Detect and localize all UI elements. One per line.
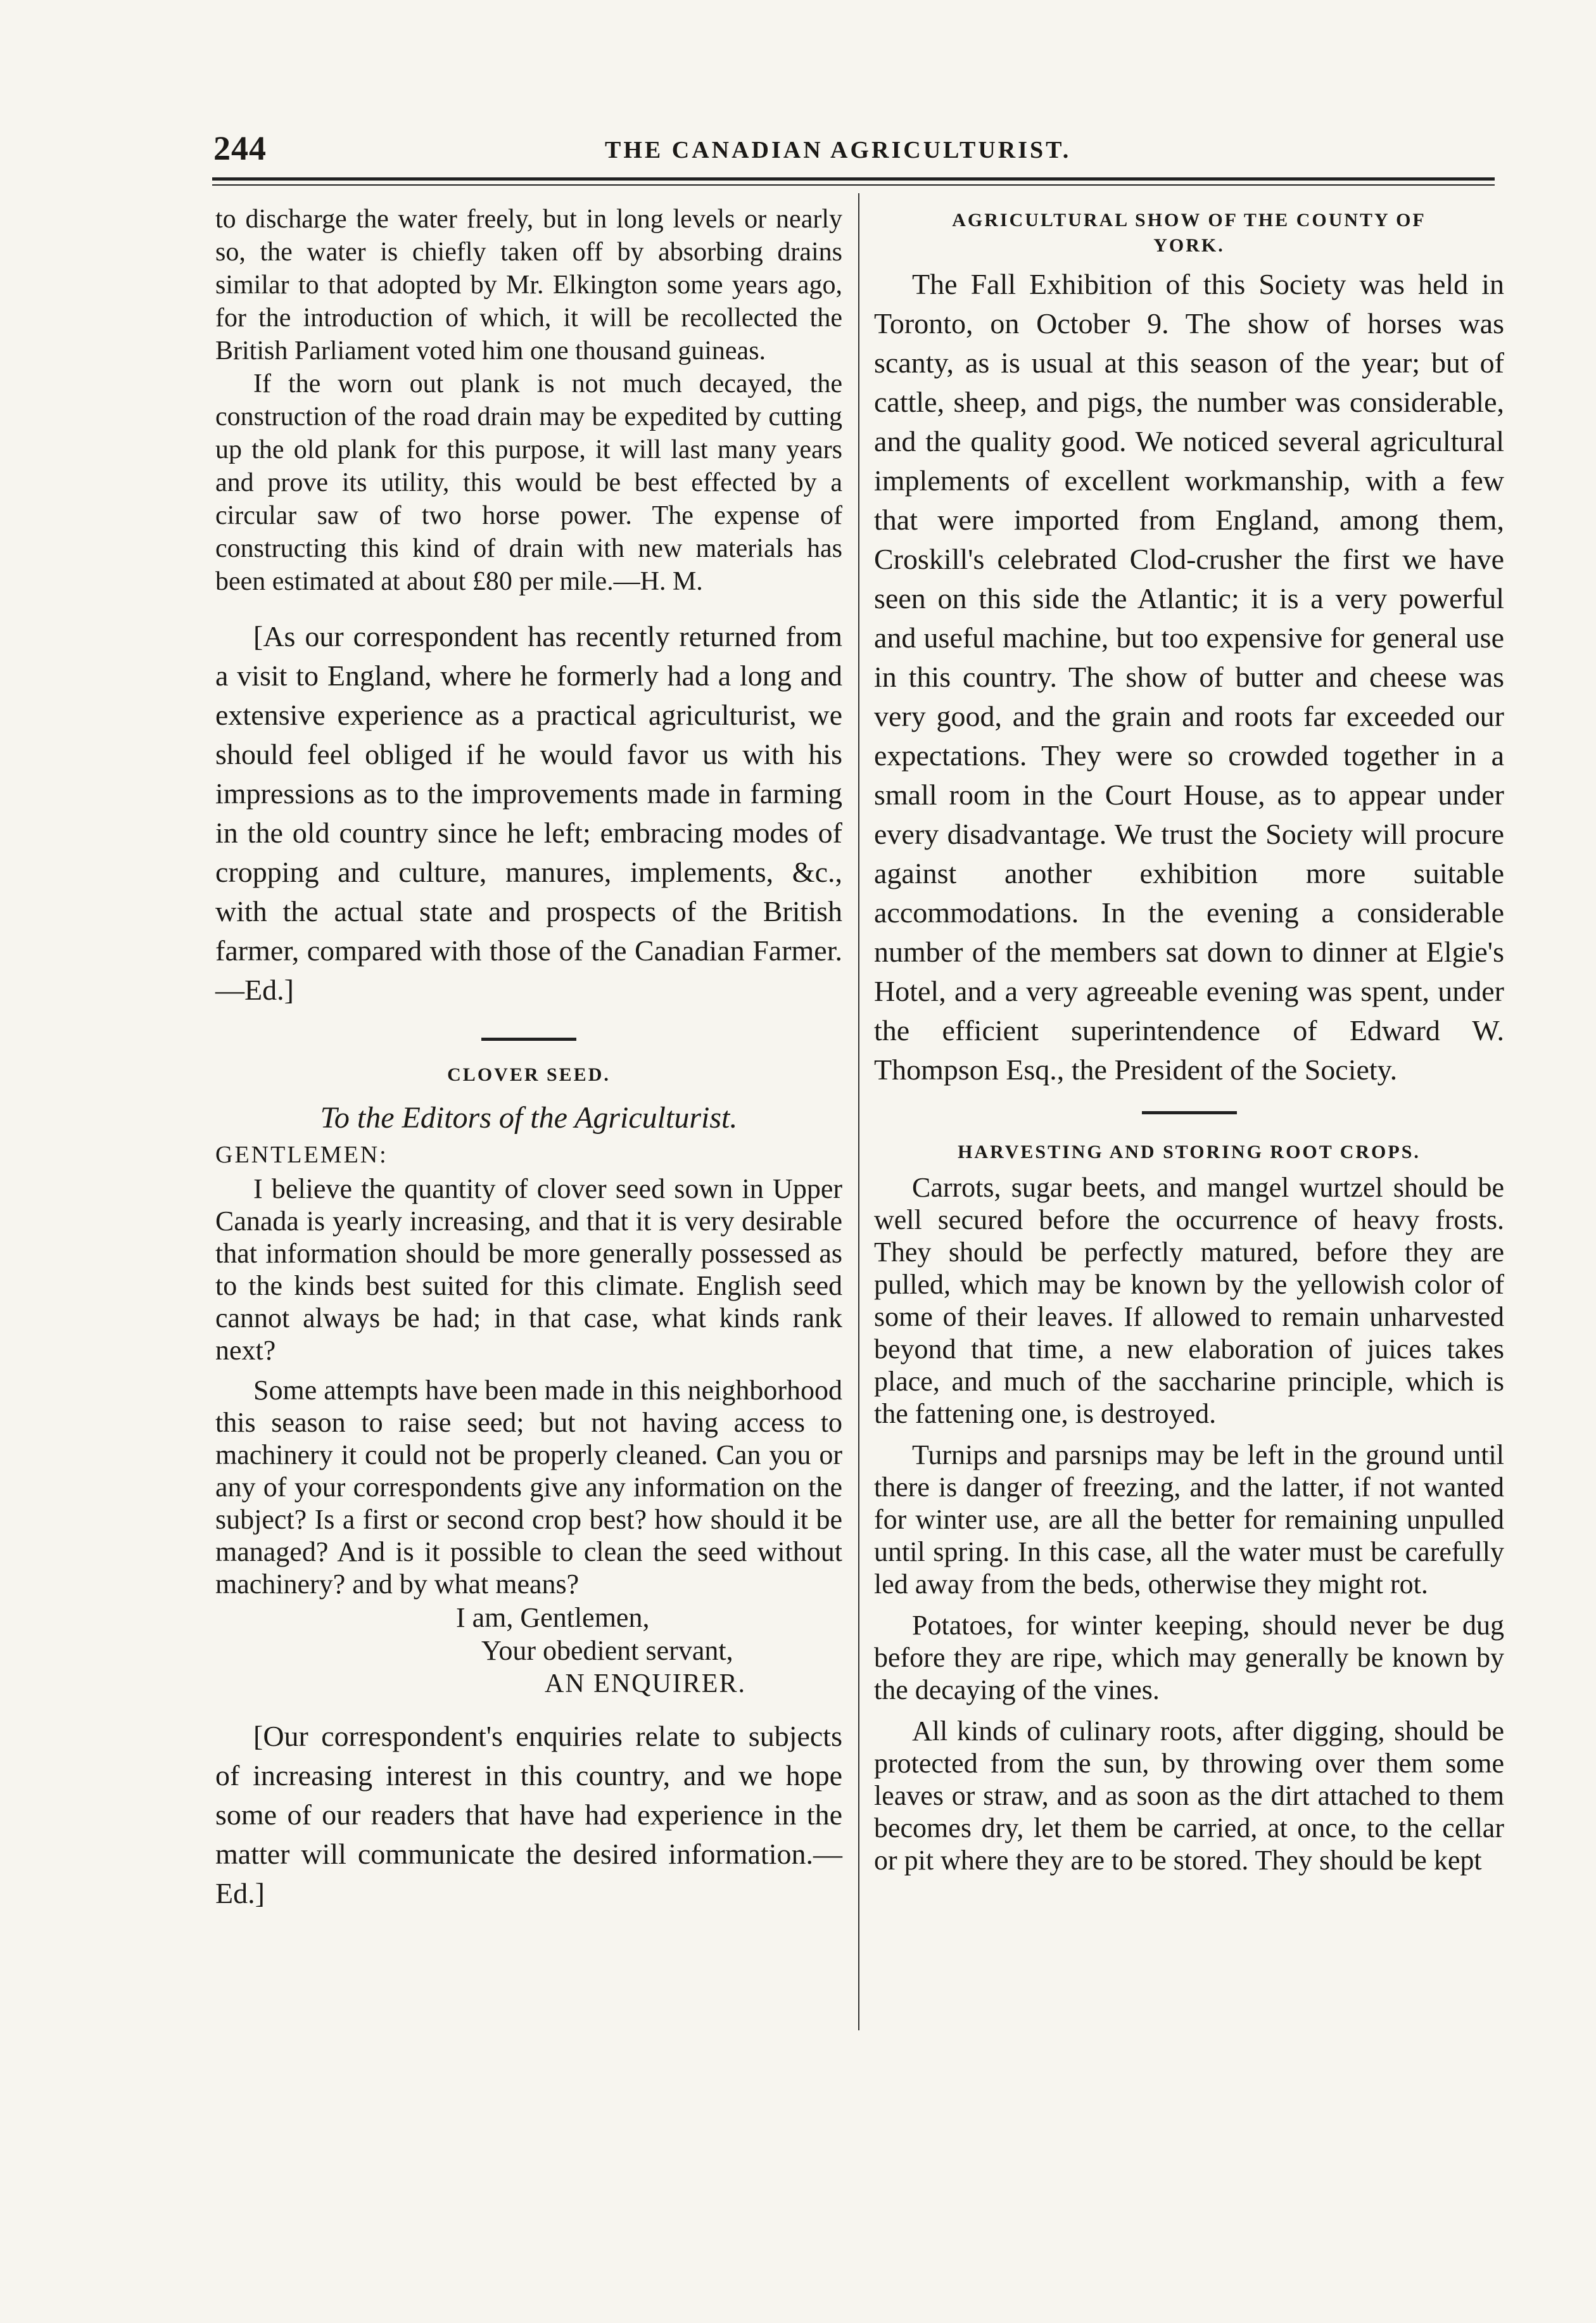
to-editors-line: To the Editors of the Agriculturist. [320, 1101, 738, 1135]
signature-line-2: Your obedient servant, [481, 1635, 733, 1666]
root-crops-heading: HARVESTING AND STORING ROOT CROPS. [958, 1142, 1421, 1162]
drain-paragraph-2: If the worn out plank is not much decayed, the construction of the road drain may be expedited by cutting up the old plank for this purpose, it will last many years and prove its utility, this would be best effected by a circular saw of two horse power. The expense of constructing this kind of drain with new materials has been estimated at about £80 per mile.—H. M. [215, 369, 842, 596]
clover-paragraph-2: Some attempts have been made in this neighborhood this season to raise seed; but not having access to machinery it could not be properly cleaned. Can you or any of your correspondents give any information on the subject? Is a first or second crop best? how should it be managed? And is it possible to clean the seed without machinery? and by what means? [215, 1375, 842, 1600]
show-paragraph: The Fall Exhibition of this Society was held in Toronto, on October 9. The show of horses was scanty, as is usual at this season of the year; but of cattle, sheep, and pigs, the number was considerable, and the quality good. We noticed several agricultural implements of excellent workmanship, with a few that were imported from England, among them, Croskill's celebrated Clod-crusher the first we have seen on this side the Atlantic; it is a very powerful and useful machine, but too expensive for general use in this country. The show of butter and cheese was very good, and the grain and roots far exceeded our expectations. They were so crowded together in a small room in the Court House, as to appear under every disadvantage. We trust the Society will procure against another exhibition more suitable accommodations. In the evening a considerable number of the members sat down to dinner at Elgie's Hotel, and a very agreeable evening was spent, under the efficient superintendence of Edward W. Thompson Esq., the President of the Society. [874, 268, 1504, 1086]
clover-seed-heading: CLOVER SEED. [447, 1064, 611, 1085]
signature-name: AN ENQUIRER. [545, 1669, 746, 1698]
drain-paragraph-1: to discharge the water freely, but in long levels or nearly so, the water is chiefly taken off by absorbing drains similar to that adopted by Mr. Elkington some years ago, for the introduction of which, it will be recollected the British Parliament voted him one thousand guineas. [215, 205, 842, 366]
salutation: GENTLEMEN: [215, 1142, 388, 1168]
page-number: 244 [213, 129, 267, 167]
show-heading: AGRICULTURAL SHOW OF THE COUNTY OF YORK. [952, 210, 1426, 256]
running-title: THE CANADIAN AGRICULTURIST. [605, 137, 1072, 163]
section-rule [1142, 1111, 1237, 1114]
reply-note: [Our correspondent's enquiries relate to subjects of increasing interest in this country, and we hope some of our readers that have had experience in the matter will communicate the desired information.—Ed.] [215, 1720, 842, 1909]
signature-line-1: I am, Gentlemen, [456, 1602, 650, 1633]
root-paragraph-3: Potatoes, for winter keeping, should never be dug before they are ripe, which may generally be known by the decaying of the vines. [874, 1610, 1504, 1705]
editorial-note: [As our correspondent has recently returned from a visit to England, where he formerly had a long and extensive experience as a practical agriculturist, we should feel obliged if he would favor us with his impressions as to the improvements made in farming in the old country since he left; embracing modes of cropping and culture, manures, implements, &c., with the actual state and prospects of the British farmer, compared with those of the Canadian Farmer.—Ed.] [215, 620, 842, 1006]
column-divider [858, 193, 859, 2030]
page-header [187, 124, 1520, 168]
right-column [874, 203, 1504, 1876]
clover-paragraph-1: I believe the quantity of clover seed sown in Upper Canada is yearly increasing, and that it is very desirable that information should be more generally possessed as to the kinds best suited for this climate. English seed cannot always be had; in that case, what kinds rank next? [215, 1173, 842, 1366]
root-paragraph-4: All kinds of culinary roots, after digging, should be protected from the sun, by throwing over them some leaves or straw, and as soon as the dirt attached to them becomes dry, let them be carried, at once, to the cellar or pit where they are to be stored. They should be kept [874, 1715, 1504, 1876]
root-paragraph-2: Turnips and parsnips may be left in the ground until there is danger of freezing, and the latter, if not wanted for winter use, are all the better for remaining unpulled until spring. In this case, all the water must be carefully led away from the beds, otherwise they might rot. [874, 1439, 1504, 1600]
section-rule [481, 1038, 576, 1041]
root-paragraph-1: Carrots, sugar beets, and mangel wurtzel should be well secured before the occurrence of heavy frosts. They should be perfectly matured, before they are pulled, which may be known by the yellowish color of some of their leaves. If allowed to remain unharvested beyond that time, a new elaboration of juices takes place, and much of the saccharine principle, which is the fattening one, is destroyed. [874, 1172, 1504, 1429]
header-rule [212, 177, 1495, 186]
left-column [215, 203, 842, 1913]
